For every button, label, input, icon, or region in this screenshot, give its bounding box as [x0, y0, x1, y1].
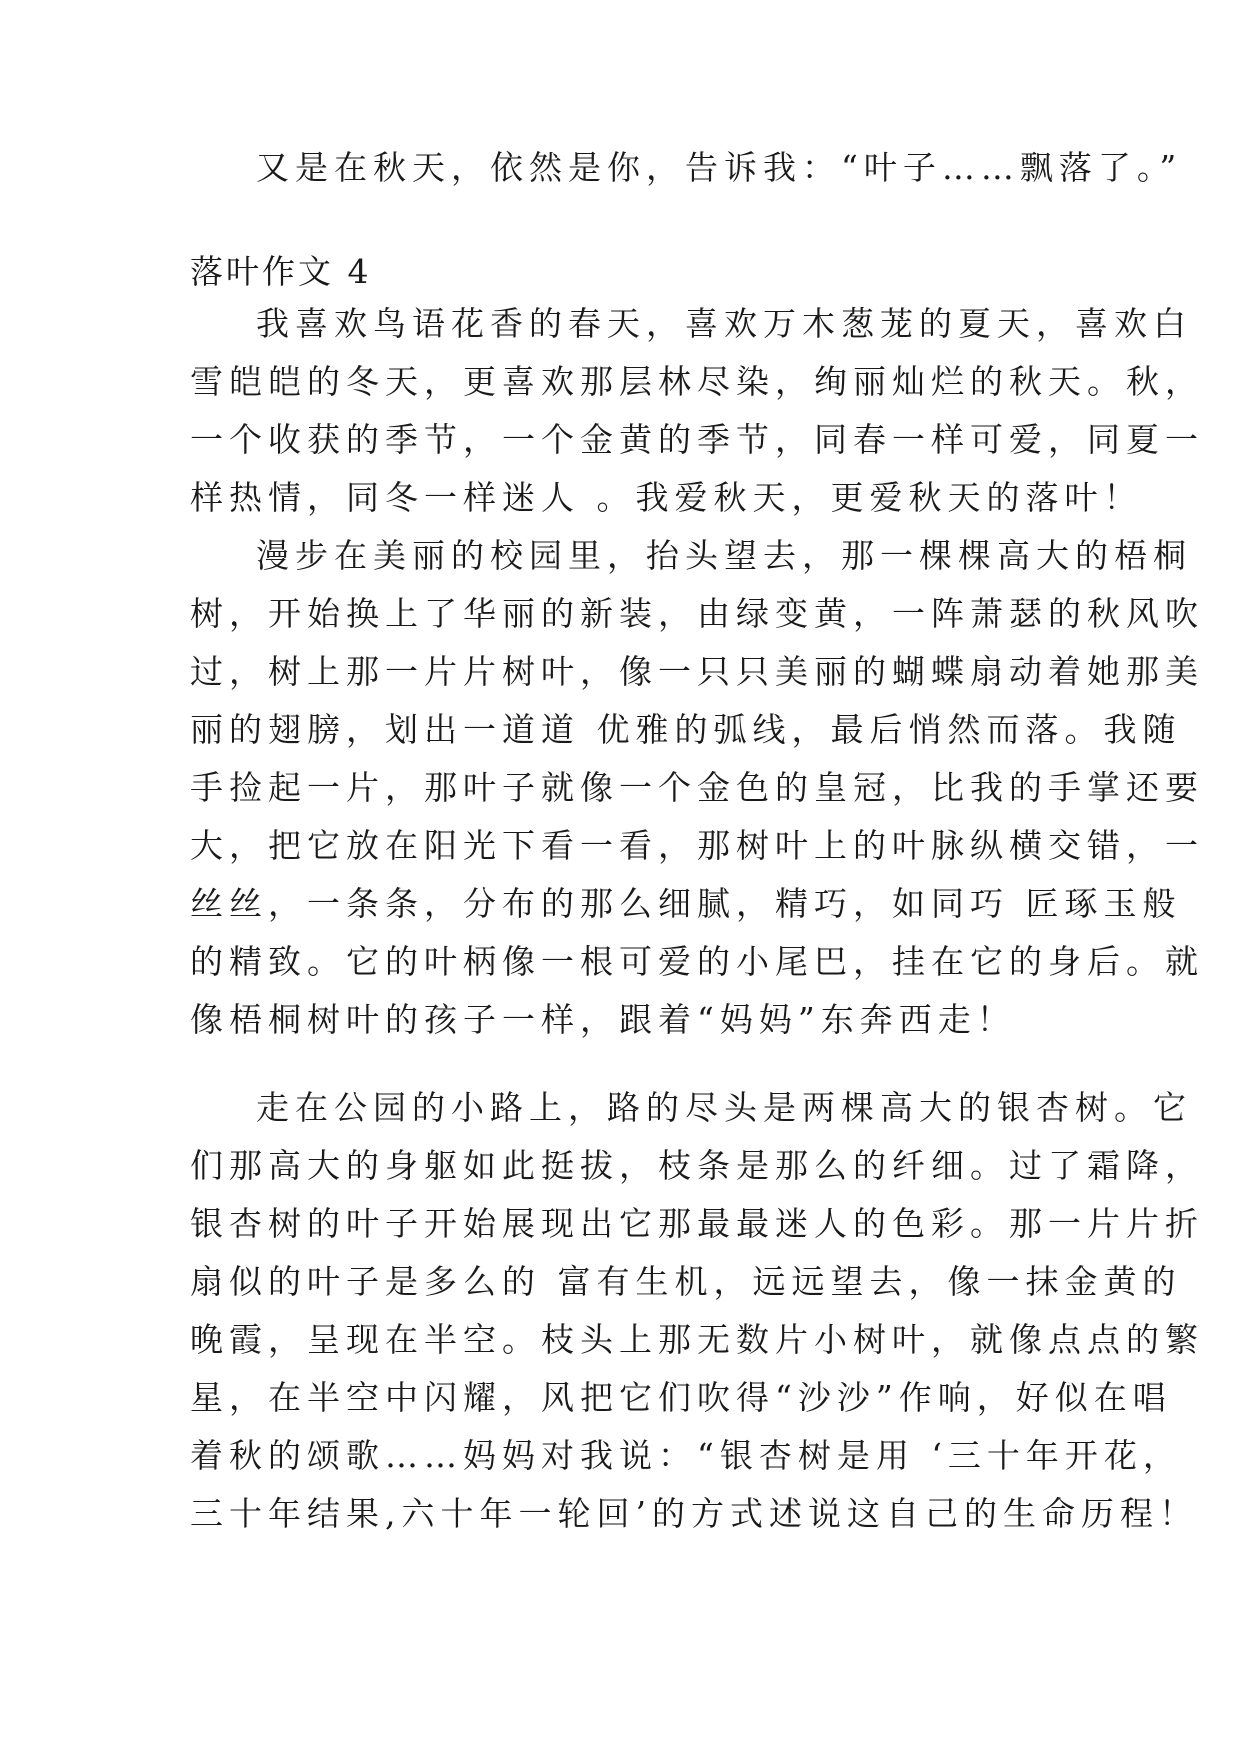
paragraph-3-line-3: 银杏树的叶子开始展现出它那最最迷人的色彩。那一片片折 [190, 1204, 1204, 1243]
top-paragraph: 又是在秋天，依然是你，告诉我：“叶子……飘落了。” [256, 148, 1183, 187]
paragraph-3-line-5: 晚霞，呈现在半空。枝头上那无数片小树叶，就像点点的繁 [190, 1320, 1204, 1359]
paragraph-2-line-7: 丝丝，一条条，分布的那么细腻，精巧，如同巧 匠琢玉般 [190, 884, 1182, 923]
paragraph-3-line-8: 三十年结果,六十年一轮回’的方式述说这自己的生命历程！ [190, 1494, 1198, 1533]
paragraph-3-line-6: 星，在半空中闪耀，风把它们吹得“沙沙”作响，好似在唱 [190, 1378, 1172, 1417]
paragraph-2-line-4: 丽的翅膀，划出一道道 优雅的弧线，最后悄然而落。我随 [190, 710, 1182, 749]
paragraph-3-line-4: 扇似的叶子是多么的 富有生机，远远望去，像一抹金黄的 [190, 1262, 1182, 1301]
paragraph-2-line-5: 手捡起一片，那叶子就像一个金色的皇冠，比我的手掌还要 [190, 768, 1204, 807]
paragraph-1-line-4: 样热情，同冬一样迷人 。我爱秋天，更爱秋天的落叶！ [190, 478, 1143, 517]
paragraph-2-line-6: 大，把它放在阳光下看一看，那树叶上的叶脉纵横交错，一 [190, 826, 1204, 865]
paragraph-2-line-3: 过，树上那一片片树叶，像一只只美丽的蝴蝶扇动着她那美 [190, 652, 1204, 691]
paragraph-1-line-3: 一个收获的季节，一个金黄的季节，同春一样可爱，同夏一 [190, 420, 1204, 459]
paragraph-3-line-1: 走在公园的小路上，路的尽头是两棵高大的银杏树。它 [256, 1088, 1192, 1127]
paragraph-2-line-1: 漫步在美丽的校园里，抬头望去，那一棵棵高大的梧桐 [256, 536, 1192, 575]
paragraph-2-line-2: 树，开始换上了华丽的新装，由绿变黄，一阵萧瑟的秋风吹 [190, 594, 1204, 633]
paragraph-3-line-2: 们那高大的身躯如此挺拔，枝条是那么的纤细。过了霜降， [190, 1146, 1204, 1185]
section-title: 落叶作文 4 [190, 252, 372, 291]
paragraph-1-line-1: 我喜欢鸟语花香的春天，喜欢万木葱茏的夏天，喜欢白 [256, 304, 1192, 343]
paragraph-1-line-2: 雪皑皑的冬天，更喜欢那层林尽染，绚丽灿烂的秋天。秋， [190, 362, 1204, 401]
paragraph-2-line-9: 像梧桐树叶的孩子一样，跟着“妈妈”东奔西走！ [190, 1000, 1016, 1039]
paragraph-2-line-8: 的精致。它的叶柄像一根可爱的小尾巴，挂在它的身后。就 [190, 942, 1204, 981]
paragraph-3-line-7: 着秋的颂歌……妈妈对我说：“银杏树是用 ‘三十年开花， [190, 1436, 1182, 1475]
